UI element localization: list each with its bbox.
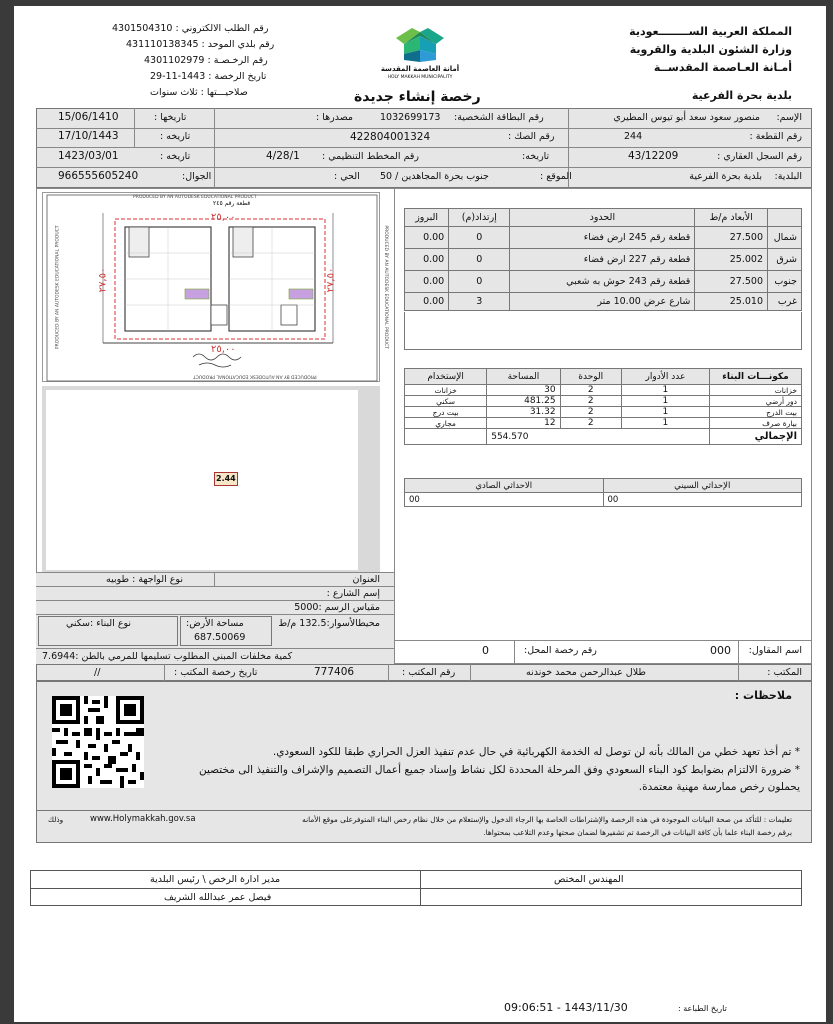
dims-dir: شمال	[768, 227, 802, 249]
makkah-logo	[368, 22, 472, 84]
portal-url[interactable]: www.Holymakkah.gov.sa	[90, 814, 196, 824]
deed-number: 422804001324	[350, 131, 431, 143]
office-label: المكتب :	[767, 667, 802, 678]
deed-date: 17/10/1443	[58, 130, 119, 142]
x-coordinate-value: 00	[603, 493, 802, 507]
dims-length-header: الأبعاد م/ط	[695, 209, 768, 227]
x-coordinate-label: الإحداثي السيني	[603, 479, 802, 493]
header-municipality: بلدية بحرة الفرعية	[691, 89, 792, 102]
office-number-label: رقم المكتب :	[402, 667, 456, 678]
shop-license-value: 0	[482, 644, 489, 657]
comp-floors-header: عدد الأدوار	[621, 369, 709, 385]
logo-text-en: HOLY MAKKAH MUNICIPALITY	[387, 75, 453, 80]
owner-name: منصور سعود سعد أبو تيوس المطيري	[613, 112, 760, 123]
comp-name: خزانات	[710, 385, 802, 396]
comp-use: سكني	[405, 396, 487, 407]
dims-setback-header: إرتداد(م)	[449, 209, 510, 227]
header-kingdom: المملكة العربية الســــــــعودية	[629, 25, 792, 38]
id-date: 15/06/1410	[58, 111, 119, 123]
y-coordinate-value: 00	[405, 493, 604, 507]
dimensions-table	[404, 208, 802, 311]
director-name: فيصل عمر عبدالله الشريف	[164, 892, 272, 903]
site-plan-drawing	[42, 192, 389, 382]
district-label: الحي :	[334, 171, 360, 182]
comp-area: 31.32	[487, 407, 560, 418]
street-name-label: إسم الشارع :	[326, 588, 380, 599]
id-source-label: مصدرها :	[316, 112, 354, 123]
office-name: طلال عبدالرحمن محمد خوندنه	[526, 667, 646, 678]
dims-dir: جنوب	[768, 271, 802, 293]
comp-use: خزانات	[405, 385, 487, 396]
dims-length: 27.500	[695, 227, 768, 249]
location-label: الموقع :	[540, 171, 572, 182]
comp-unit-header: الوحدة	[560, 369, 621, 385]
deed-label: رقم الصك :	[508, 131, 555, 142]
qr-code-icon	[52, 696, 144, 788]
id-date-label: تاريخها :	[154, 112, 187, 123]
plan-number: 4/28/1	[266, 150, 300, 162]
comp-name: بيارة صرف	[710, 418, 802, 429]
y-coordinate-label: الاحداثي الصادي	[405, 479, 604, 493]
id-number: 1032699173	[380, 112, 441, 123]
id-label: رقم البطاقة الشخصية:	[454, 112, 544, 123]
office-license-date: //	[94, 667, 101, 678]
dims-length: 27.500	[695, 271, 768, 293]
comp-area-header: المساحة	[487, 369, 560, 385]
plan-date-label: تاريخه :	[160, 151, 191, 162]
dims-setback: 0	[449, 249, 510, 271]
coordinates-table	[404, 478, 802, 507]
header-ministry: وزارة الشئون البلدية والقروية	[629, 43, 792, 56]
office-number: 777406	[314, 666, 355, 678]
debris-quantity: كمية مخلفات المبني المطلوب تسليمها للمرمي بالطن :7.6944	[42, 651, 293, 662]
location-value: جنوب بحرة المجاهدين / 50	[380, 171, 489, 182]
plan-label: رقم المخطط التنظيمي :	[322, 151, 420, 162]
owner-name-label: الإسم:	[776, 112, 802, 123]
comp-floors: 1	[621, 385, 709, 396]
electronic-request-number: رقم الطلب الالكتروني : 4301504310	[112, 23, 269, 34]
dims-length: 25.010	[695, 293, 768, 311]
comp-floors: 1	[621, 418, 709, 429]
comp-use-header: الإستخدام	[405, 369, 487, 385]
map-plot-stamp: 2.44	[214, 472, 238, 486]
dims-dir: غرب	[768, 293, 802, 311]
comp-unit: 2	[560, 418, 621, 429]
drawing-dim-top: ٢٥,٠٠	[211, 212, 236, 223]
registry-number: 43/12209	[628, 150, 679, 162]
location-map	[42, 386, 380, 572]
instructions-text: تعليمات : للتأكد من صحة البيانات الموجودة في هذه الرخصة والإشتراطات الخاصة بها الرجاء الدخول والإستعلام من خلال نظام رخص البناء المتوفرعلى موقع الأمانه	[302, 815, 792, 824]
registry-label: رقم السجل العقاري :	[717, 151, 802, 162]
drawing-dim-right: ٢٧,٥٠	[325, 267, 337, 293]
dims-setback: 0	[449, 227, 510, 249]
comp-area: 30	[487, 385, 560, 396]
shop-license-label: رقم رخصة المحل:	[524, 645, 597, 656]
drawing-scale: مقياس الرسم :5000	[294, 602, 380, 613]
autodesk-watermark-top: PRODUCED BY AN AUTODESK EDUCATIONAL PRODUCT	[133, 195, 257, 200]
plot-number: 244	[624, 131, 643, 142]
land-area-label: مساحة الأرض:	[186, 618, 244, 629]
note-item: * ضرورة الالتزام بضوابط كود البناء السعودي وفق المرحلة المحددة لكل نشاط وإسناد جميع أعمال التصميم والإشراف والتنفيذ الى مختصين يحملون رخص ممارسة مهنية معتمدة.	[199, 764, 800, 793]
comp-use: بيت درج	[405, 407, 487, 418]
note-item: * تم أخذ تعهد خطي من المالك بأنه لن توصل له الخدمة الكهربائية في حال عدم تنفيذ العزل الحراري طبقا للكود السعودي.	[272, 746, 800, 758]
comp-area: 12	[487, 418, 560, 429]
address-label: العنوان	[352, 574, 380, 585]
land-area-value: 687.50069	[194, 632, 246, 643]
fence-perimeter: محيطالأسوار:132.5 م/ط	[278, 618, 380, 629]
comp-floors: 1	[621, 396, 709, 407]
building-type: نوع البناء :سكني	[66, 618, 132, 629]
autodesk-watermark-left: PRODUCED BY AN AUTODESK EDUCATIONAL PRODUCT	[55, 225, 61, 350]
dims-length: 25.002	[695, 249, 768, 271]
dims-setback: 3	[449, 293, 510, 311]
contractor-value: 000	[710, 644, 731, 657]
dims-dir: شرق	[768, 249, 802, 271]
dims-setback: 0	[449, 271, 510, 293]
autodesk-watermark-right: PRODUCED BY AN AUTODESK EDUCATIONAL PRODUCT	[383, 225, 389, 350]
comp-unit: 2	[560, 396, 621, 407]
comp-name-header: مكونـــات البناء	[710, 369, 802, 385]
engineer-label: المهندس المختص	[554, 874, 624, 885]
logo-mark-icon	[368, 22, 472, 66]
mobile-label: الجوال:	[182, 171, 212, 182]
page-title: رخصة إنشاء جديدة	[354, 89, 481, 105]
logo-text-ar: أمانة العاصمة المقدسة	[380, 65, 460, 73]
drawing-plot-label: قطعة رقم ٢٤٥	[213, 200, 251, 207]
dims-border: قطعة رقم 227 ارض فضاء	[510, 249, 695, 271]
dims-projection: 0.00	[405, 293, 449, 311]
office-license-date-label: تاريخ رخصة المكتب :	[174, 667, 258, 678]
license-number: رقم الرخـصـة : 4301102979	[144, 55, 268, 66]
drawing-dim-bottom: ٢٥,٠٠	[211, 344, 236, 355]
comp-use: مجاري	[405, 418, 487, 429]
building-components-table	[404, 368, 802, 445]
contractor-label: اسم المقاول:	[748, 645, 802, 656]
comp-unit: 2	[560, 407, 621, 418]
mobile-number: 966555605240	[58, 170, 139, 182]
dims-projection: 0.00	[405, 249, 449, 271]
registry-date-label: تاريخه:	[522, 151, 550, 162]
dims-border: قطعة رقم 243 حوش به شعبي	[510, 271, 695, 293]
drawing-dim-left: ٢٧,٥٠	[97, 267, 109, 293]
plot-label: رقم القطعة :	[749, 131, 802, 142]
comp-total-value: 554.570	[487, 429, 710, 445]
license-validity: صلاحيـــتها : ثلاث سنوات	[150, 87, 248, 98]
comp-name: دور أرضي	[710, 396, 802, 407]
director-label: مدير ادارة الرخص \ رئيس البلدية	[150, 874, 281, 885]
dims-projection: 0.00	[405, 271, 449, 293]
print-date-label: تاريخ الطباعة :	[678, 1004, 727, 1013]
comp-total-label: الإجمالي	[710, 429, 802, 445]
dims-border-header: الحدود	[510, 209, 695, 227]
comp-floors: 1	[621, 407, 709, 418]
header-amanah: أمـانة العـاصمة المقدســة	[653, 61, 792, 74]
license-date: تاريخ الرخصة : 1443-11-29	[150, 71, 267, 82]
dims-border: شارع عرض 10.00 متر	[510, 293, 695, 311]
municipality-label: البلدية:	[774, 171, 802, 182]
deed-date-label: تاريخه :	[160, 131, 191, 142]
comp-unit: 2	[560, 385, 621, 396]
instructions-text-2: برقم رخصة البناء علما بأن كافة البيانات في الرخصة تم تشفيرها لضمان صحتها وعدم التلاعب بمحتواها.	[483, 828, 792, 837]
dims-dir-header	[768, 209, 802, 227]
qr-code	[52, 696, 144, 788]
comp-name: بيت الدرج	[710, 407, 802, 418]
municipality-name: بلدية بحرة الفرعية	[689, 171, 762, 182]
unified-municipal-number: رقم بلدي الموحد : 431110138345	[126, 39, 275, 50]
dims-border: قطعة رقم 245 ارض فضاء	[510, 227, 695, 249]
facade-type: نوع الواجهة : طوبيه	[106, 574, 183, 585]
license-page	[14, 6, 826, 1022]
instructions-and: وذلك	[48, 815, 64, 824]
notes-title: ملاحظات :	[734, 689, 792, 702]
print-date-value: 09:06:51 - 1443/11/30	[504, 1001, 628, 1014]
plan-date: 1423/03/01	[58, 150, 119, 162]
comp-area: 481.25	[487, 396, 560, 407]
dims-projection: 0.00	[405, 227, 449, 249]
autodesk-watermark-bottom: PRODUCED BY AN AUTODESK EDUCATIONAL PRODUCT	[193, 373, 317, 379]
dims-projection-header: البروز	[405, 209, 449, 227]
